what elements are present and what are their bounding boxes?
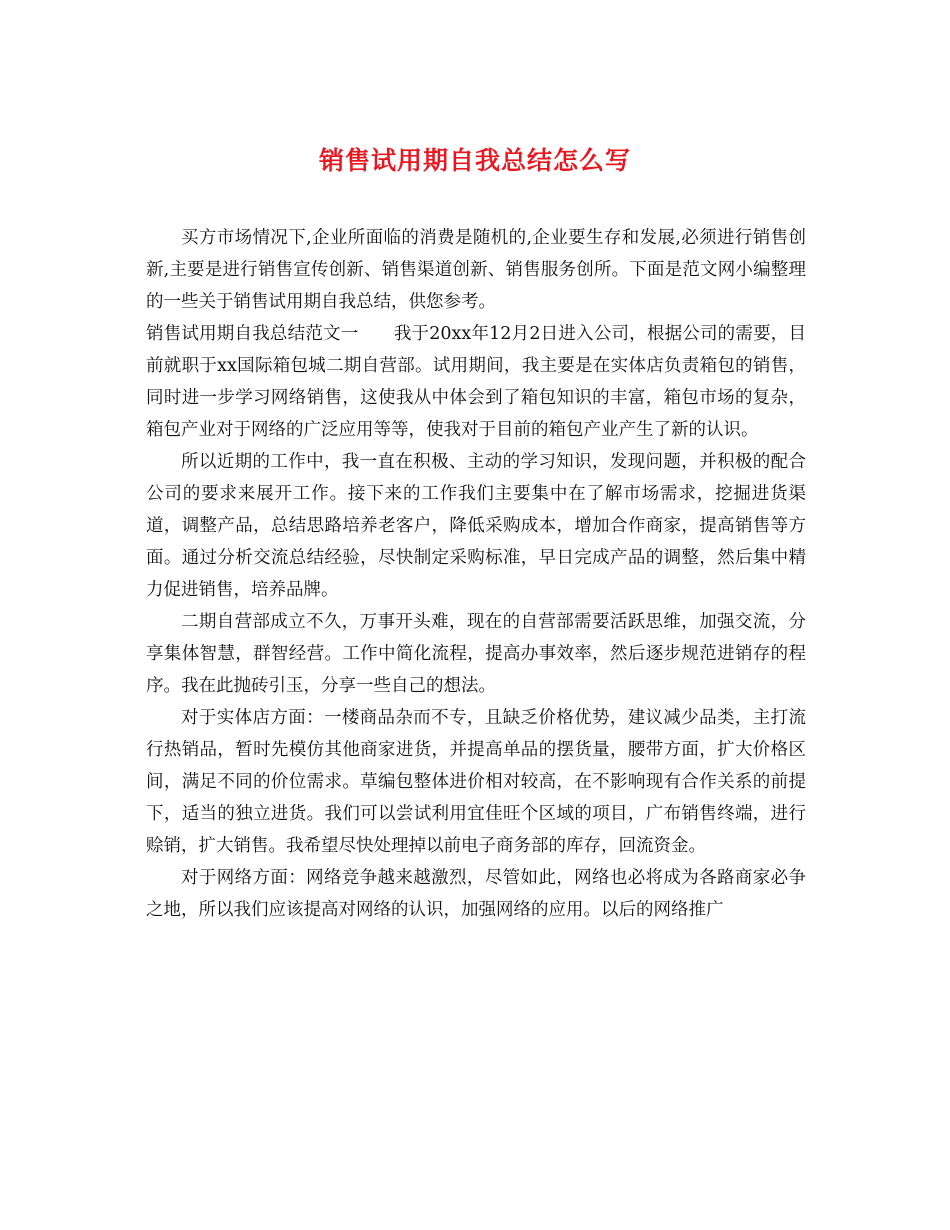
paragraph-online: 对于网络方面：网络竞争越来越激烈，尽管如此，网络也必将成为各路商家必争之地，所以我们应该提高对网络的认识，加强网络的应用。以后的网络推广 bbox=[146, 868, 806, 920]
paragraph-physical-store: 对于实体店方面：一楼商品杂而不专，且缺乏价格优势，建议减少品类，主打流行热销品，暂时先模仿其他商家进货，并提高单品的摆货量，腰带方面，扩大价格区间，满足不同的价位需求。草编包整体进价相对较高，在不影响现有合作关系的前提下，适当的独立进货。我们可以尝试利用宜佳旺个区域的项目，广布销售终端，进行赊销，扩大销售。我希望尽快处理掉以前电子商务部的库存，回流资金。 bbox=[146, 708, 806, 856]
paragraph-phase-two: 二期自营部成立不久，万事开头难，现在的自营部需要活跃思维，加强交流，分享集体智慧，群智经营。工作中简化流程，提高办事效率，然后逐步规范进销存的程序。我在此抛砖引玉，分享一些自己的想法。 bbox=[146, 612, 806, 696]
document-title: 销售试用期自我总结怎么写 bbox=[318, 146, 631, 175]
paragraph-intro: 买方市场情况下,企业所面临的消费是随机的,企业要生存和发展,必须进行销售创新,主要是进行销售宣传创新、销售渠道创新、销售服务创所。下面是范文网小编整理的一些关于销售试用期自我总结，供您参考。 bbox=[146, 228, 806, 312]
paragraph-sample-one: 销售试用期自我总结范文一 我于20xx年12月2日进入公司，根据公司的需要，目前就职于xx国际箱包城二期自营部。试用期间，我主要是在实体店负责箱包的销售，同时进一步学习网络销售，这使我从中体会到了箱包知识的丰富，箱包市场的复杂，箱包产业对于网络的广泛应用等等，使我对于目前的箱包产业产生了新的认识。 bbox=[146, 324, 806, 440]
document-body bbox=[146, 222, 806, 926]
paragraph-recent-work: 所以近期的工作中，我一直在积极、主动的学习知识，发现问题，并积极的配合公司的要求来展开工作。接下来的工作我们主要集中在了解市场需求，挖掘进货渠道，调整产品，总结思路培养老客户，降低采购成本，增加合作商家，提高销售等方面。通过分析交流总结经验，尽快制定采购标准，早日完成产品的调整，然后集中精力促进销售，培养品牌。 bbox=[146, 452, 806, 600]
